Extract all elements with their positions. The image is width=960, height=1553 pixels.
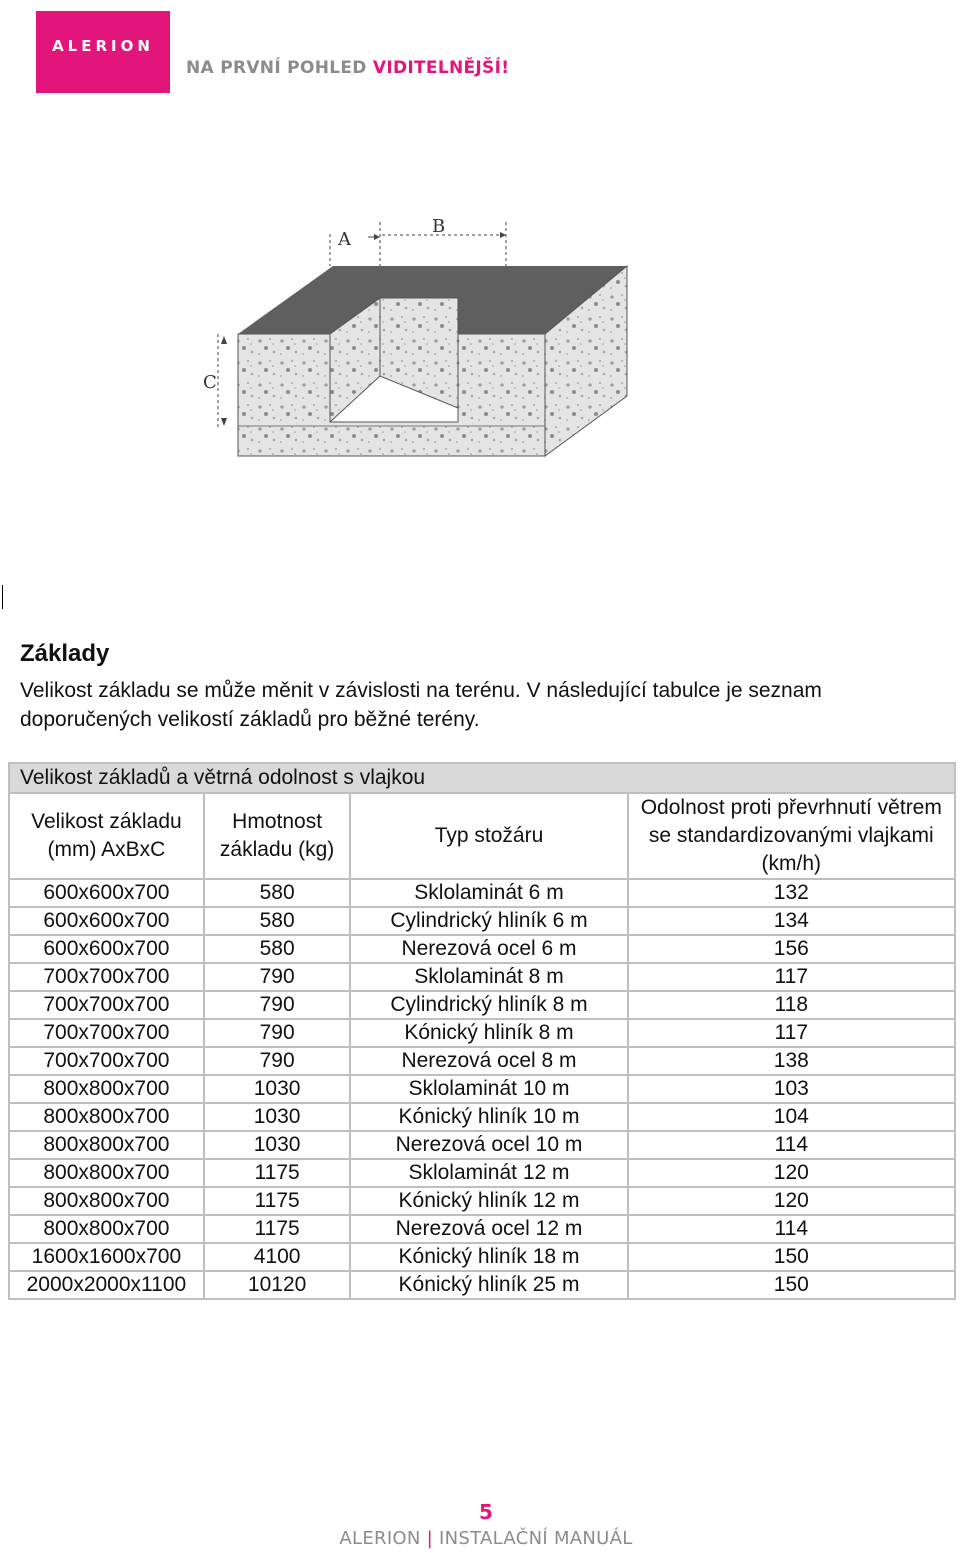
table-row [9, 963, 955, 991]
cell-size: 800x800x700 [9, 1215, 204, 1243]
cell-weight: 1030 [204, 1075, 351, 1103]
table-row [9, 1187, 955, 1215]
cell-wind-resistance: 103 [628, 1075, 955, 1103]
cell-weight: 4100 [204, 1243, 351, 1271]
cell-mast-type: Kónický hliník 8 m [350, 1019, 627, 1047]
table-row [9, 1271, 955, 1299]
cell-mast-type: Sklolaminát 12 m [350, 1159, 627, 1187]
table-row [9, 879, 955, 907]
cell-mast-type: Kónický hliník 18 m [350, 1243, 627, 1271]
cell-wind-resistance: 150 [628, 1243, 955, 1271]
table-row [9, 1243, 955, 1271]
cell-wind-resistance: 150 [628, 1271, 955, 1299]
cell-size: 800x800x700 [9, 1159, 204, 1187]
logo-text: ALERION [52, 37, 154, 55]
header-weight: Hmotnost základu (kg) [204, 793, 351, 879]
section-paragraph: Velikost základu se může měnit v závislosti na terénu. V následující tabulce je seznam doporučených velikostí základů pro běžné terény. [20, 679, 822, 731]
cell-weight: 1030 [204, 1131, 351, 1159]
foundation-table [8, 762, 956, 1300]
cell-weight: 790 [204, 1019, 351, 1047]
cell-weight: 790 [204, 991, 351, 1019]
alerion-logo [36, 11, 170, 93]
cell-wind-resistance: 104 [628, 1103, 955, 1131]
table-row [9, 935, 955, 963]
cell-size: 1600x1600x700 [9, 1243, 204, 1271]
cell-wind-resistance: 138 [628, 1047, 955, 1075]
dimension-label-b: B [432, 216, 446, 237]
dimension-label-a: A [338, 229, 351, 250]
cell-mast-type: Nerezová ocel 6 m [350, 935, 627, 963]
table-row [9, 1215, 955, 1243]
cell-size: 800x800x700 [9, 1075, 204, 1103]
cell-wind-resistance: 132 [628, 879, 955, 907]
cell-mast-type: Nerezová ocel 10 m [350, 1131, 627, 1159]
cell-mast-type: Kónický hliník 12 m [350, 1187, 627, 1215]
cell-mast-type: Cylindrický hliník 8 m [350, 991, 627, 1019]
table-row [9, 1131, 955, 1159]
cell-size: 2000x2000x1100 [9, 1271, 204, 1299]
cell-mast-type: Kónický hliník 25 m [350, 1271, 627, 1299]
footer [0, 1528, 960, 1549]
cell-size: 700x700x700 [9, 1047, 204, 1075]
cell-mast-type: Sklolaminát 6 m [350, 879, 627, 907]
cell-wind-resistance: 120 [628, 1159, 955, 1187]
header-wind-resistance: Odolnost proti převrhnutí větrem se standardizovanými vlajkami (km/h) [628, 793, 955, 879]
cell-size: 600x600x700 [9, 935, 204, 963]
cell-wind-resistance: 117 [628, 1019, 955, 1047]
table-caption: Velikost základů a větrná odolnost s vlajkou [9, 763, 955, 793]
cell-wind-resistance: 134 [628, 907, 955, 935]
cell-mast-type: Nerezová ocel 12 m [350, 1215, 627, 1243]
cell-wind-resistance: 118 [628, 991, 955, 1019]
cell-size: 700x700x700 [9, 963, 204, 991]
table-row [9, 907, 955, 935]
table-row [9, 991, 955, 1019]
cell-weight: 790 [204, 1047, 351, 1075]
cell-wind-resistance: 117 [628, 963, 955, 991]
dimension-label-c: C [203, 372, 217, 393]
cell-mast-type: Sklolaminát 10 m [350, 1075, 627, 1103]
cell-size: 700x700x700 [9, 991, 204, 1019]
table-row [9, 1075, 955, 1103]
tagline-part2: VIDITELNĚJŠÍ! [372, 58, 510, 78]
cell-weight: 580 [204, 935, 351, 963]
foundation-illustration [190, 138, 635, 578]
cell-size: 800x800x700 [9, 1187, 204, 1215]
cell-size: 800x800x700 [9, 1103, 204, 1131]
cell-wind-resistance: 120 [628, 1187, 955, 1215]
cell-wind-resistance: 114 [628, 1215, 955, 1243]
cell-mast-type: Kónický hliník 10 m [350, 1103, 627, 1131]
table-row [9, 1047, 955, 1075]
cell-weight: 1175 [204, 1187, 351, 1215]
tagline [186, 58, 509, 78]
table-row [9, 1103, 955, 1131]
text-cursor [2, 585, 3, 609]
cell-weight: 1175 [204, 1159, 351, 1187]
table-row [9, 1159, 955, 1187]
cell-weight: 580 [204, 907, 351, 935]
cell-weight: 1030 [204, 1103, 351, 1131]
cell-size: 600x600x700 [9, 907, 204, 935]
footer-brand: ALERION [339, 1528, 421, 1549]
table-body [9, 879, 955, 1299]
cell-mast-type: Nerezová ocel 8 m [350, 1047, 627, 1075]
cell-size: 700x700x700 [9, 1019, 204, 1047]
cell-weight: 10120 [204, 1271, 351, 1299]
cell-mast-type: Cylindrický hliník 6 m [350, 907, 627, 935]
page-number: 5 [479, 1500, 493, 1524]
footer-manual: INSTALAČNÍ MANUÁL [439, 1528, 633, 1549]
section-title: Základy [20, 640, 110, 667]
header-size: Velikost základu (mm) AxBxC [9, 793, 204, 879]
footer-separator: | [426, 1528, 434, 1549]
table-row [9, 1019, 955, 1047]
cell-wind-resistance: 156 [628, 935, 955, 963]
cell-weight: 790 [204, 963, 351, 991]
cell-mast-type: Sklolaminát 8 m [350, 963, 627, 991]
cell-wind-resistance: 114 [628, 1131, 955, 1159]
cell-size: 800x800x700 [9, 1131, 204, 1159]
header-mast-type: Typ stožáru [350, 793, 627, 879]
cell-weight: 1175 [204, 1215, 351, 1243]
cell-size: 600x600x700 [9, 879, 204, 907]
tagline-part1: NA PRVNÍ POHLED [186, 58, 373, 78]
cell-weight: 580 [204, 879, 351, 907]
